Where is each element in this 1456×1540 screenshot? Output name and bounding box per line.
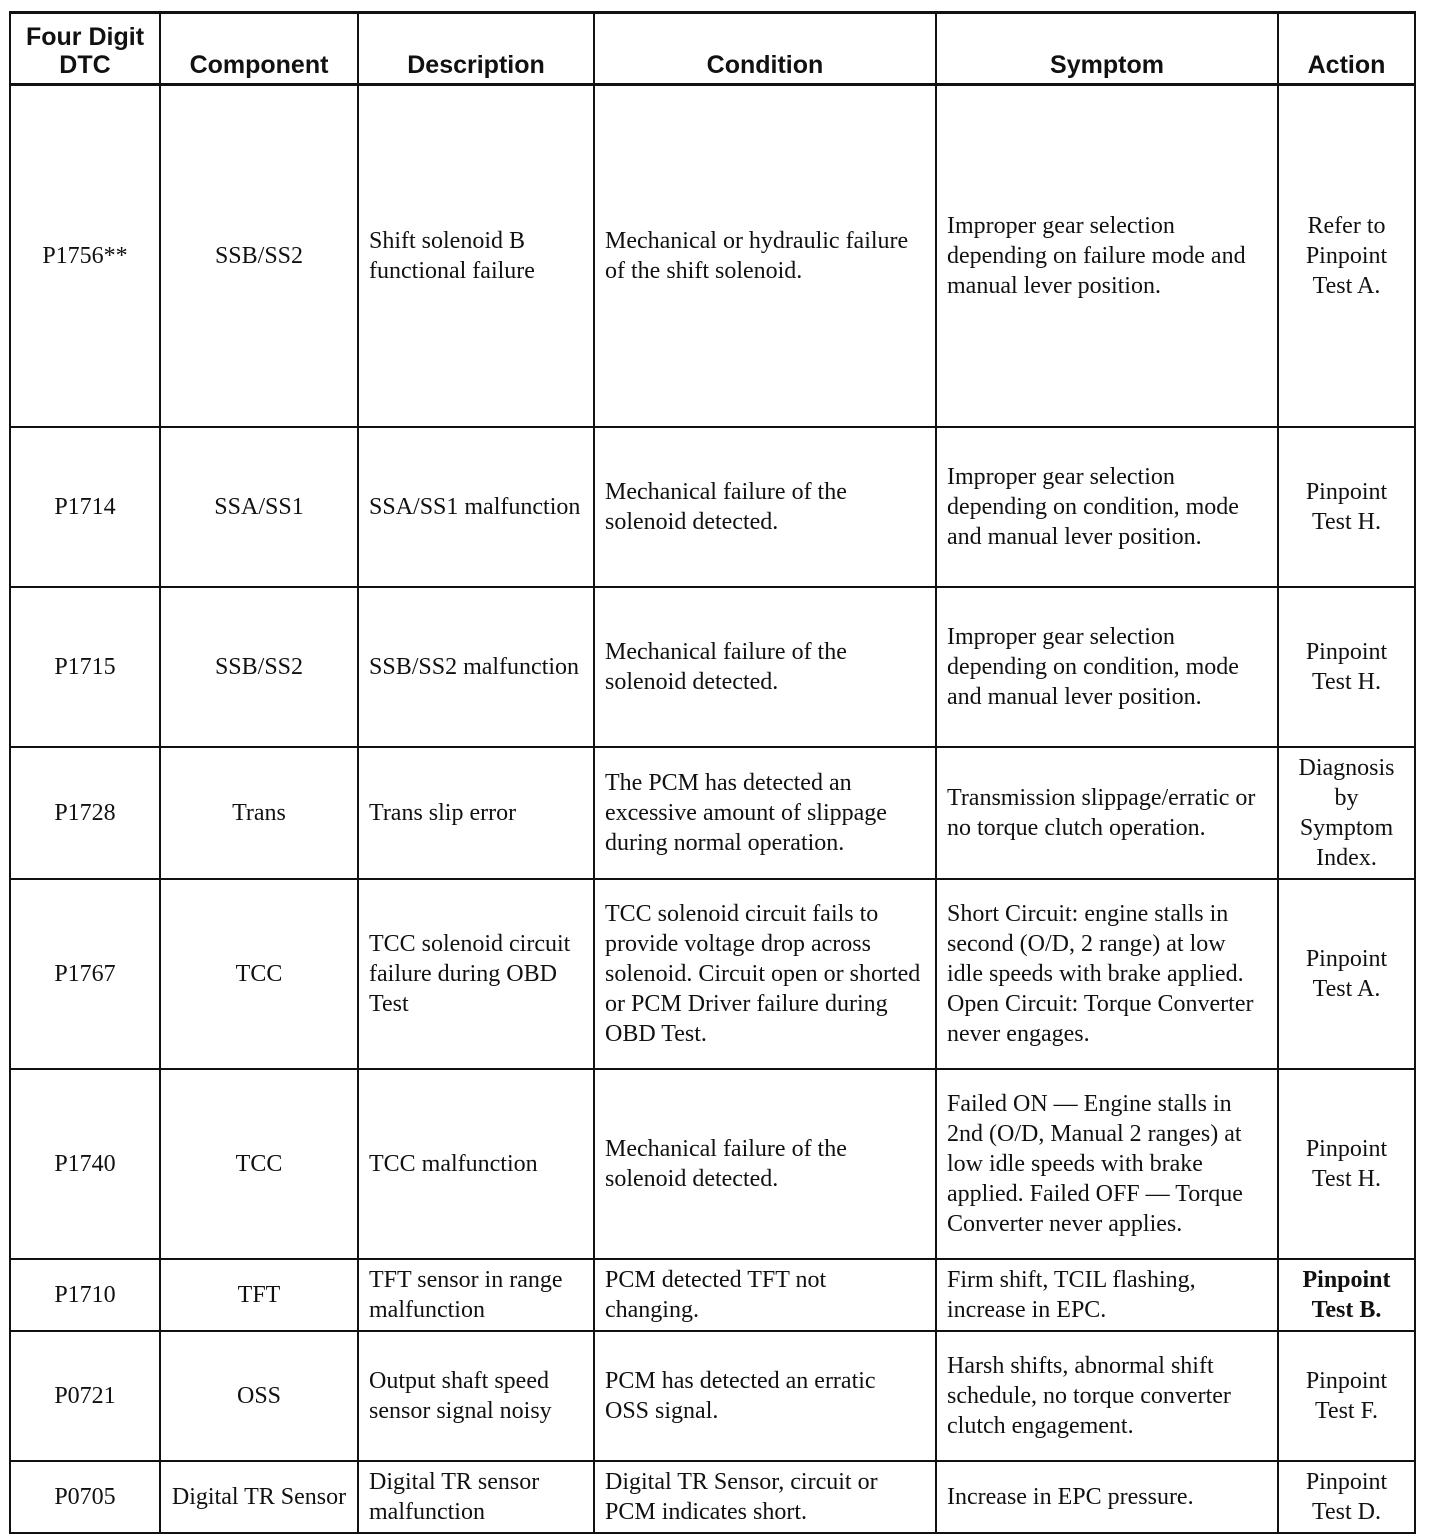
header-dtc-line1: Four Digit — [25, 23, 145, 51]
component-cell: TCC — [160, 1069, 358, 1259]
table-row — [10, 1069, 1415, 1259]
symptom-cell: Firm shift, TCIL flashing, increase in EPC. — [936, 1259, 1278, 1331]
condition-cell: PCM detected TFT not changing. — [594, 1259, 936, 1331]
component-cell: OSS — [160, 1331, 358, 1461]
description-cell: Output shaft speed sensor signal noisy — [358, 1331, 594, 1461]
dtc-table — [9, 11, 1416, 1534]
symptom-cell — [936, 879, 1278, 1069]
symptom-short-circuit: Short Circuit: engine stalls in second (O/D, 2 range) at low idle speeds with brake applied. — [947, 900, 1244, 987]
component-cell: Trans — [160, 747, 358, 879]
description-cell: Digital TR sensor malfunction — [358, 1461, 594, 1533]
description-cell: SSB/SS2 malfunction — [358, 587, 594, 747]
action-cell: Refer to Pinpoint Test A. — [1278, 85, 1415, 427]
condition-cell: Mechanical failure of the solenoid detected. — [594, 587, 936, 747]
action-cell: Pinpoint Test F. — [1278, 1331, 1415, 1461]
description-cell: Trans slip error — [358, 747, 594, 879]
table-row — [10, 587, 1415, 747]
description-cell: TCC solenoid circuit failure during OBD Test — [358, 879, 594, 1069]
dtc-code: P0705 — [10, 1461, 160, 1533]
condition-cell: Mechanical or hydraulic failure of the shift solenoid. — [594, 85, 936, 427]
component-cell: Digital TR Sensor — [160, 1461, 358, 1533]
component-cell: SSA/SS1 — [160, 427, 358, 587]
component-cell: SSB/SS2 — [160, 587, 358, 747]
table-row — [10, 1461, 1415, 1533]
symptom-cell: Harsh shifts, abnormal shift schedule, no torque converter clutch engagement. — [936, 1331, 1278, 1461]
condition-cell: Digital TR Sensor, circuit or PCM indicates short. — [594, 1461, 936, 1533]
component-cell: TCC — [160, 879, 358, 1069]
header-action: Action — [1278, 13, 1415, 85]
table-row — [10, 879, 1415, 1069]
symptom-cell: Improper gear selection depending on condition, mode and manual lever position. — [936, 427, 1278, 587]
component-cell: SSB/SS2 — [160, 85, 358, 427]
symptom-open-circuit: Open Circuit: Torque Converter never engages. — [947, 990, 1254, 1047]
header-dtc-line2: DTC — [59, 51, 111, 79]
symptom-cell: Increase in EPC pressure. — [936, 1461, 1278, 1533]
dtc-code: P1740 — [10, 1069, 160, 1259]
header-symptom: Symptom — [936, 13, 1278, 85]
action-cell: Pinpoint Test B. — [1278, 1259, 1415, 1331]
table-row — [10, 85, 1415, 427]
dtc-code: P1710 — [10, 1259, 160, 1331]
symptom-cell: Transmission slippage/erratic or no torque clutch operation. — [936, 747, 1278, 879]
table-row — [10, 1259, 1415, 1331]
dtc-code: P1714 — [10, 427, 160, 587]
header-component: Component — [160, 13, 358, 85]
description-cell: Shift solenoid B functional failure — [358, 85, 594, 427]
description-cell: TCC malfunction — [358, 1069, 594, 1259]
description-cell: SSA/SS1 malfunction — [358, 427, 594, 587]
symptom-cell: Improper gear selection depending on condition, mode and manual lever position. — [936, 587, 1278, 747]
condition-cell: TCC solenoid circuit fails to provide voltage drop across solenoid. Circuit open or shorted or PCM Driver failure during OBD Test. — [594, 879, 936, 1069]
action-cell: Pinpoint Test D. — [1278, 1461, 1415, 1533]
dtc-code: P1756** — [10, 85, 160, 427]
dtc-code: P0721 — [10, 1331, 160, 1461]
table-row — [10, 427, 1415, 587]
condition-cell: The PCM has detected an excessive amount of slippage during normal operation. — [594, 747, 936, 879]
action-cell: Pinpoint Test H. — [1278, 427, 1415, 587]
header-condition: Condition — [594, 13, 936, 85]
header-description: Description — [358, 13, 594, 85]
dtc-code: P1728 — [10, 747, 160, 879]
table-row — [10, 1331, 1415, 1461]
description-cell: TFT sensor in range malfunction — [358, 1259, 594, 1331]
action-cell: Pinpoint Test A. — [1278, 879, 1415, 1069]
table-row — [10, 747, 1415, 879]
action-cell: Pinpoint Test H. — [1278, 587, 1415, 747]
symptom-cell: Improper gear selection depending on failure mode and manual lever position. — [936, 85, 1278, 427]
dtc-code: P1715 — [10, 587, 160, 747]
header-row — [10, 13, 1415, 85]
action-cell: Diagnosis by Symptom Index. — [1278, 747, 1415, 879]
dtc-code: P1767 — [10, 879, 160, 1069]
condition-cell: PCM has detected an erratic OSS signal. — [594, 1331, 936, 1461]
condition-cell: Mechanical failure of the solenoid detected. — [594, 1069, 936, 1259]
component-cell: TFT — [160, 1259, 358, 1331]
symptom-cell: Failed ON — Engine stalls in 2nd (O/D, Manual 2 ranges) at low idle speeds with brake applied. Failed OFF — Torque Converter never applies. — [936, 1069, 1278, 1259]
condition-cell: Mechanical failure of the solenoid detected. — [594, 427, 936, 587]
action-cell: Pinpoint Test H. — [1278, 1069, 1415, 1259]
header-dtc — [10, 13, 160, 85]
